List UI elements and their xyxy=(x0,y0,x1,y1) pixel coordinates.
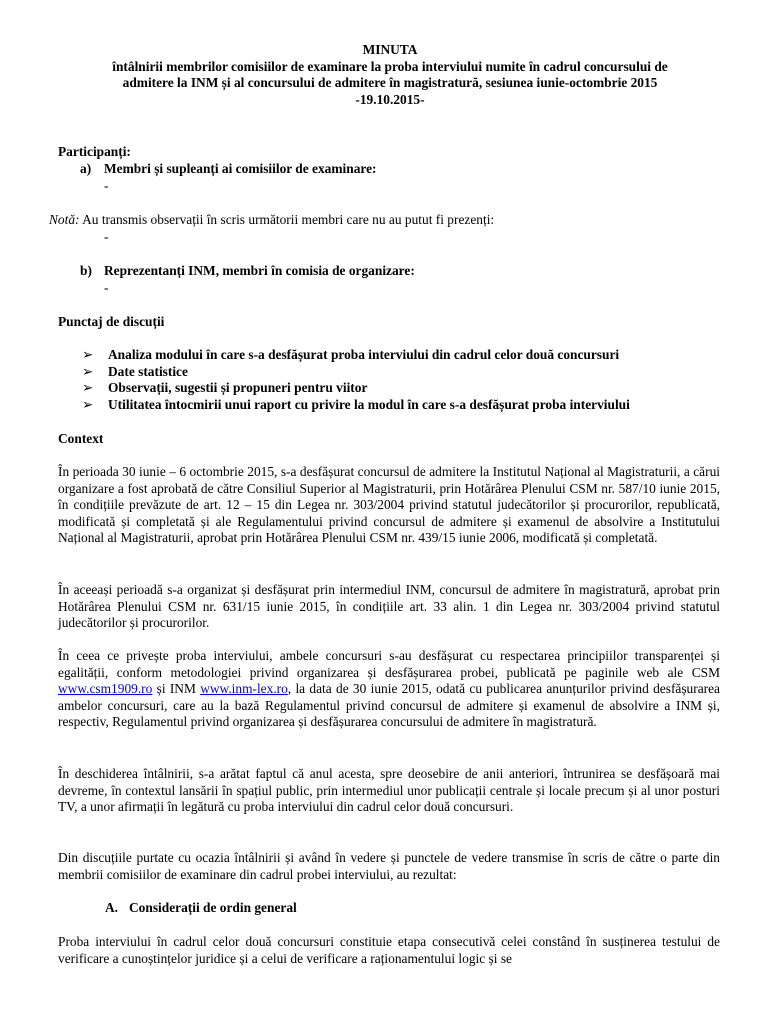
participants-b-marker: b) xyxy=(80,263,92,278)
discussion-item-text: Analiza modului în care s-a desfășurat proba interviului din cadrul celor două concursuri xyxy=(108,347,620,362)
participants-a-dash: - xyxy=(104,178,109,193)
title-line-1: MINUTA xyxy=(362,42,418,57)
document-title xyxy=(50,42,730,108)
arrow-bullet-icon: ➢ xyxy=(82,396,94,412)
context-heading: Context xyxy=(58,431,104,446)
note-text: Au transmis observații în scris următorii membri care nu au putut fi prezenți: xyxy=(79,212,495,227)
context-paragraph-3-text-c: , la data de 30 iunie 2015, odată cu publicarea anunțurilor privind desfășurarea ambelor concursuri, care au la bază Regulamentul privind concursul de admitere și examenul de absolvire a INM și, respectiv, Regulamentul privind organizarea și desfășurarea concursului de admitere în magistratură. xyxy=(58,681,721,730)
discussion-item-text: Utilitatea întocmirii unui raport cu privire la modul în care s-a desfășurat proba interviului xyxy=(108,396,630,412)
section-a-heading: Considerații de ordin general xyxy=(129,900,297,915)
participants-a-label: Membri și supleanți ai comisiilor de examinare: xyxy=(104,161,377,176)
context-paragraph-5: Din discuțiile purtate cu ocazia întâlnirii și având în vedere și punctele de vedere transmise în scris de către o parte din membrii comisiilor de examinare din cadrul probei interviului, au rezultat: xyxy=(58,850,720,882)
title-line-4: -19.10.2015- xyxy=(355,91,425,107)
arrow-bullet-icon: ➢ xyxy=(82,380,94,396)
discussion-heading: Punctaj de discuții xyxy=(58,314,165,329)
discussion-item-text: Date statistice xyxy=(108,363,188,379)
arrow-bullet-icon: ➢ xyxy=(82,347,94,362)
discussion-item-text: Observații, sugestii și propuneri pentru viitor xyxy=(108,380,368,396)
discussion-item xyxy=(82,364,732,381)
context-paragraph-3 xyxy=(58,648,720,731)
context-paragraph-1: În perioada 30 iunie – 6 octombrie 2015, s-a desfășurat concursul de admitere la Institutul Național al Magistraturii, a cărui organizare a fost aprobată de către Consiliul Superior al Magistraturii, prin Hotărârea Plenului CSM nr. 587/10 iunie 2015, în condițiile prevăzute de art. 12 – 15 din Legea nr. 303/2004 privind statutul judecătorilor și procurorilor, republicată, modificată și completată și ale Regulamentului privind concursul de admitere și examenul de absolvire a Institutului Național al Magistraturii, aprobat prin Hotărârea Plenului CSM nr. 439/15 iunie 2006, modificată și completată. xyxy=(58,464,720,546)
discussion-item xyxy=(82,347,732,364)
context-paragraph-3-text-b: și INM xyxy=(152,681,201,697)
section-a-marker: A. xyxy=(105,900,119,915)
section-a-paragraph-1: Proba interviului în cadrul celor două concursuri constituie etapa consecutivă celei constând în susținerea testului de verificare a cunoștințelor juridice și a celui de verificare a raționamentului logic și se xyxy=(58,934,720,966)
arrow-bullet-icon: ➢ xyxy=(82,363,94,379)
participants-b-dash: - xyxy=(104,280,109,295)
title-line-2: întâlnirii membrilor comisiilor de examinare la proba interviului numite în cadrul concursului de xyxy=(112,58,668,74)
note-dash: - xyxy=(104,229,109,244)
discussion-list xyxy=(82,347,732,413)
csm-website-link[interactable]: www.csm1909.ro xyxy=(58,681,153,697)
participants-heading: Participanți: xyxy=(58,144,131,159)
context-paragraph-3-text-a: În ceea ce privește proba interviului, ambele concursuri s-au desfășurat cu respectarea principiilor transparenței și egalității, conform metodologiei privind organizarea și desfășurarea probei, publicată pe paginile web ale CSM xyxy=(58,648,720,680)
inm-website-link[interactable]: www.inm-lex.ro xyxy=(200,681,288,697)
note-label: Notă: xyxy=(49,212,80,227)
note-line xyxy=(49,212,494,229)
participants-b-label: Reprezentanți INM, membri în comisia de organizare: xyxy=(104,263,415,278)
discussion-item xyxy=(82,397,732,414)
discussion-item xyxy=(82,380,732,397)
title-line-3: admitere la INM și al concursului de admitere în magistratură, sesiunea iunie-octombrie 2015 xyxy=(122,75,658,91)
participants-a-marker: a) xyxy=(80,161,92,176)
context-paragraph-4: În deschiderea întâlnirii, s-a arătat faptul că anul acesta, spre deosebire de anii anteriori, întrunirea se desfășoară mai devreme, în contextul lansării în spațiul public, prin intermediul unor publicații centrale și locale precum și al unor posturi TV, a unor afirmații în legătură cu proba interviului din cadrul celor două concursuri. xyxy=(58,766,720,815)
context-paragraph-2: În aceeași perioadă s-a organizat și desfășurat prin intermediul INM, concursul de admitere în magistratură, aprobat prin Hotărârea Plenului CSM nr. 631/15 iunie 2015, în condițiile art. 33 alin. 1 din Legea nr. 303/2004 privind statutul judecătorilor și procurorilor. xyxy=(58,582,720,631)
